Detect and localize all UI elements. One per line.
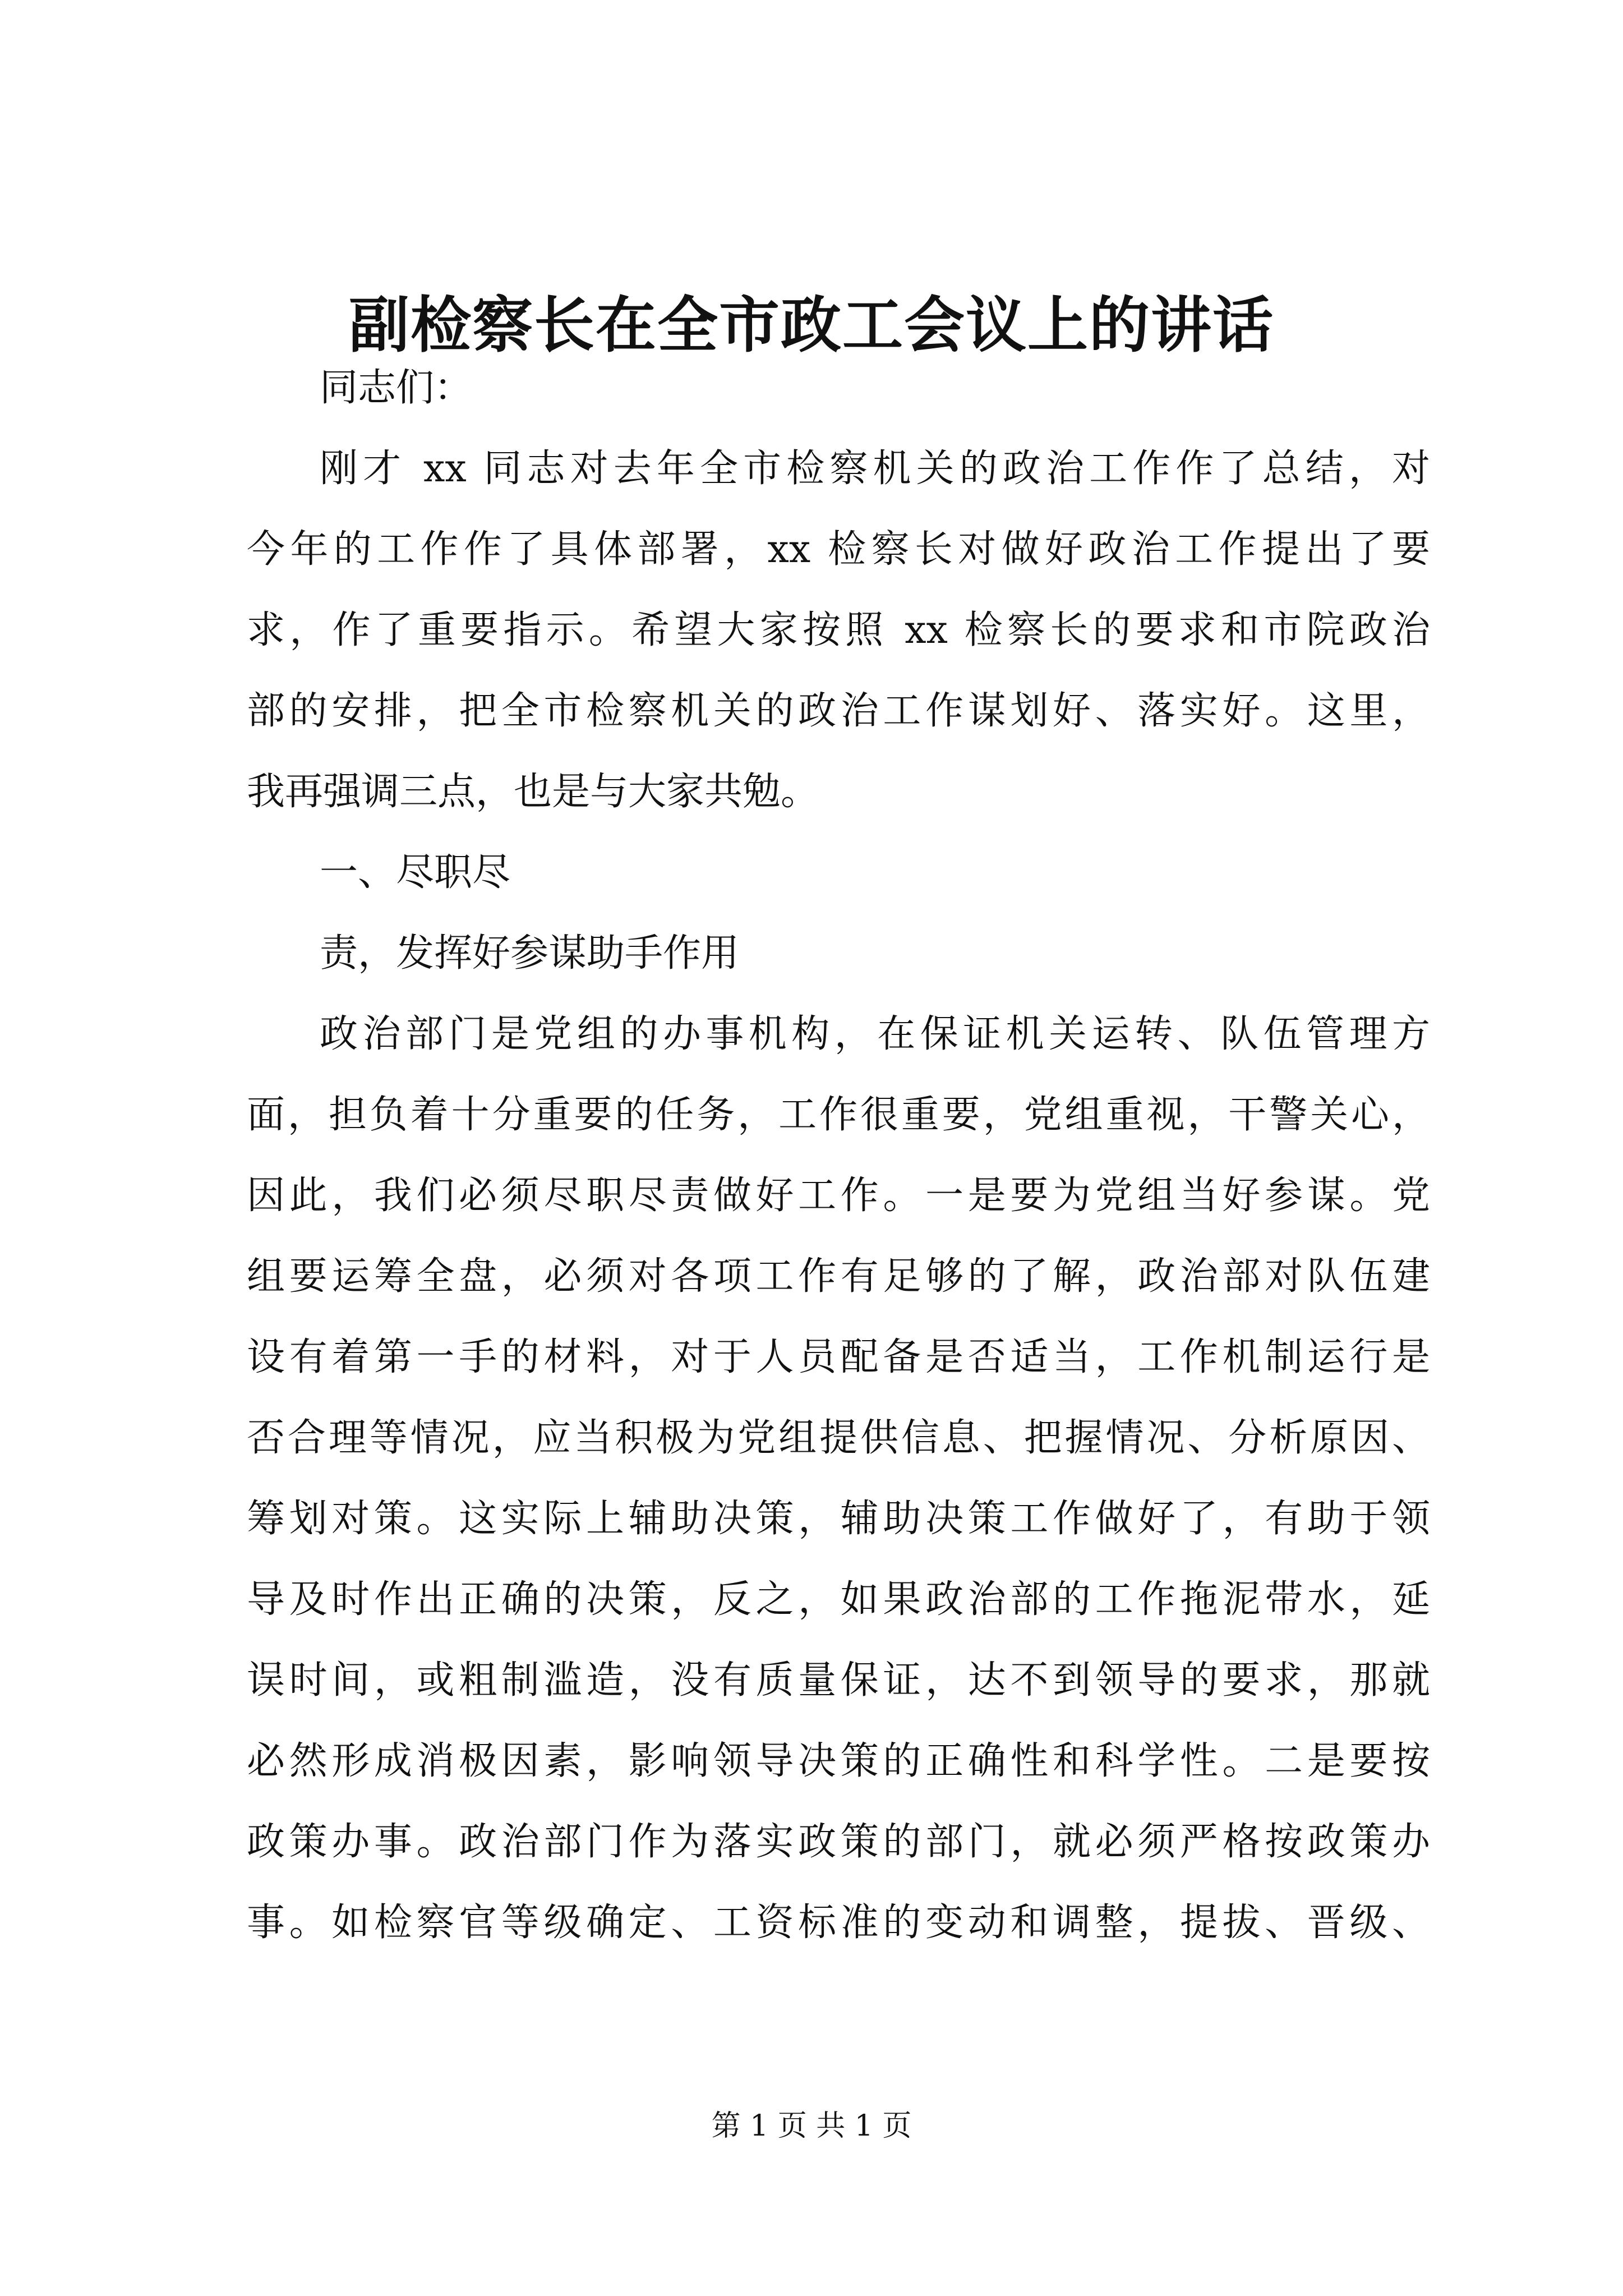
body-line: 设有着第一手的材料，对于人员配备是否适当，工作机制运行是	[247, 1335, 1430, 1379]
body-line: 求，作了重要指示。希望大家按照 xx 检察长的要求和市院政治	[247, 608, 1430, 652]
body-line: 组要运筹全盘，必须对各项工作有足够的了解，政治部对队伍建	[247, 1254, 1430, 1299]
section-heading: 一、尽职尽	[320, 850, 511, 895]
body-line: 面，担负着十分重要的任务，工作很重要，党组重视，干警关心，	[247, 1093, 1430, 1137]
body-line: 因此，我们必须尽职尽责做好工作。一是要为党组当好参谋。党	[247, 1174, 1430, 1218]
body-line: 必然形成消极因素，影响领导决策的正确性和科学性。二是要按	[247, 1739, 1430, 1783]
document-title: 副检察长在全市政工会议上的讲话	[348, 290, 1274, 361]
body-line: 事。如检察官等级确定、工资标准的变动和调整，提拔、晋级、	[247, 1901, 1430, 1945]
body-line: 否合理等情况，应当积极为党组提供信息、把握情况、分析原因、	[247, 1416, 1430, 1460]
body-line: 部的安排，把全市检察机关的政治工作谋划好、落实好。这里，	[247, 689, 1430, 733]
salutation: 同志们：	[320, 366, 473, 410]
body-line: 今年的工作作了具体部署，xx 检察长对做好政治工作提出了要	[247, 527, 1430, 572]
body-line: 政策办事。政治部门作为落实政策的部门，就必须严格按政策办	[247, 1820, 1430, 1864]
section-heading-continued: 责，发挥好参谋助手作用	[320, 931, 740, 976]
body-line: 政治部门是党组的办事机构，在保证机关运转、队伍管理方	[320, 1012, 1430, 1056]
body-line: 刚才 xx 同志对去年全市检察机关的政治工作作了总结，对	[320, 447, 1430, 491]
body-line: 误时间，或粗制滥造，没有质量保证，达不到领导的要求，那就	[247, 1658, 1430, 1703]
body-line: 我再强调三点，也是与大家共勉。	[247, 770, 819, 814]
body-line: 导及时作出正确的决策，反之，如果政治部的工作拖泥带水，延	[247, 1577, 1430, 1622]
page-footer: 第 1 页 共 1 页	[711, 2109, 912, 2143]
document-body	[247, 348, 1430, 1963]
body-line: 筹划对策。这实际上辅助决策，辅助决策工作做好了，有助于领	[247, 1497, 1430, 1541]
